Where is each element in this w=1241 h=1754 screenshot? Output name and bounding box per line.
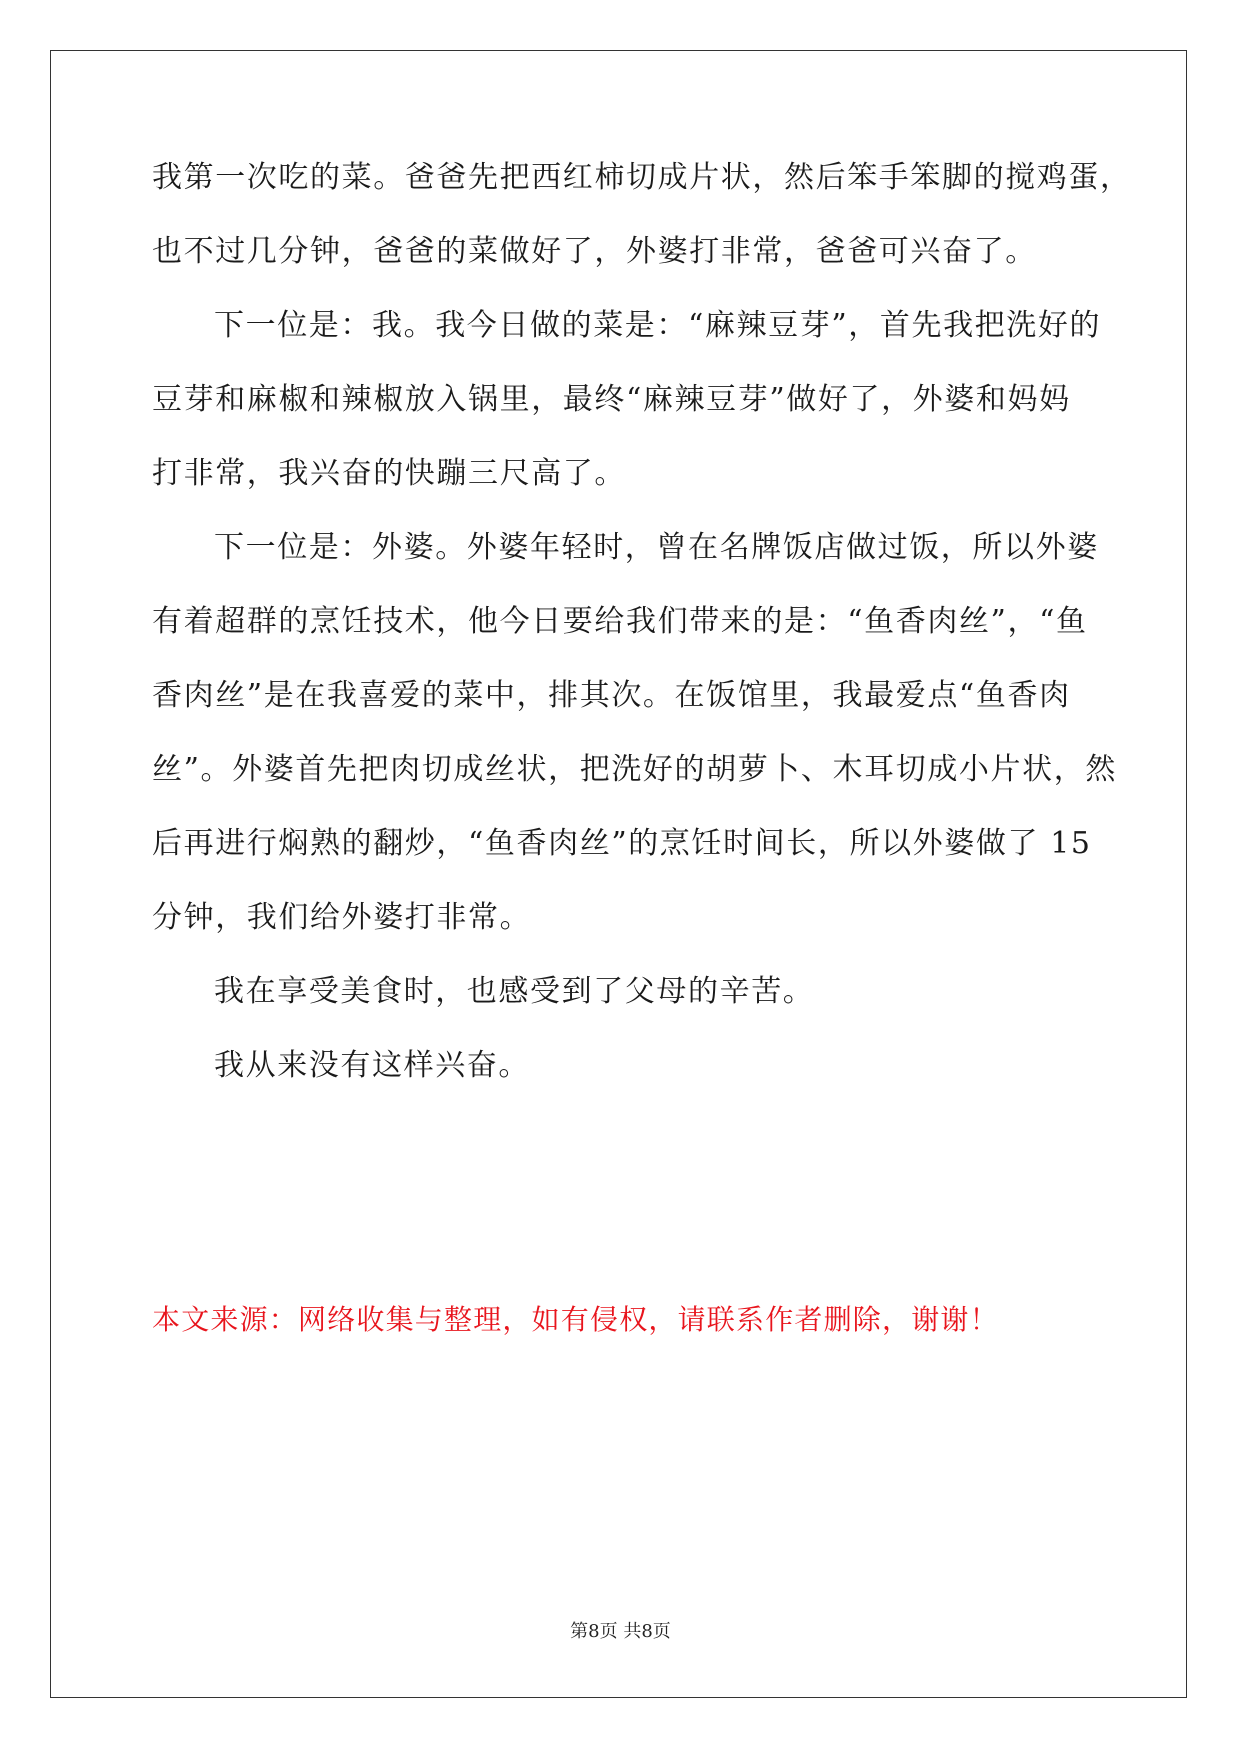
text-line: 香肉丝”是在我喜爱的菜中，排其次。在饭馆里，我最爱点“鱼香肉 [152,678,1071,713]
text-line: 我从来没有这样兴奋。 [214,1048,530,1083]
text-line: 我第一次吃的菜。爸爸先把西红柿切成片状，然后笨手笨脚的搅鸡蛋， [152,160,1132,195]
source-note: 本文来源：网络收集与整理，如有侵权，请联系作者删除，谢谢！ [152,1303,999,1336]
text-line: 豆芽和麻椒和辣椒放入锅里，最终“麻辣豆芽”做好了，外婆和妈妈 [152,382,1071,417]
text-line: 下一位是：我。我今日做的菜是：“麻辣豆芽”，首先我把洗好的 [214,308,1102,343]
text-line: 后再进行焖熟的翻炒，“鱼香肉丝”的烹饪时间长，所以外婆做了 15 [152,826,1092,861]
text-line: 丝”。外婆首先把肉切成丝状，把洗好的胡萝卜、木耳切成小片状，然 [152,752,1117,787]
text-line: 我在享受美食时，也感受到了父母的辛苦。 [214,974,815,1009]
page-footer: 第8页 共8页 [570,1621,671,1642]
page-border [50,50,1187,1698]
text-line: 分钟，我们给外婆打非常。 [152,900,532,935]
text-line: 打非常，我兴奋的快蹦三尺高了。 [152,456,626,491]
text-line: 也不过几分钟，爸爸的菜做好了，外婆打非常，爸爸可兴奋了。 [152,234,1037,269]
text-line: 下一位是：外婆。外婆年轻时，曾在名牌饭店做过饭，所以外婆 [214,530,1099,565]
text-line: 有着超群的烹饪技术，他今日要给我们带来的是：“鱼香肉丝”，“鱼 [152,604,1088,639]
